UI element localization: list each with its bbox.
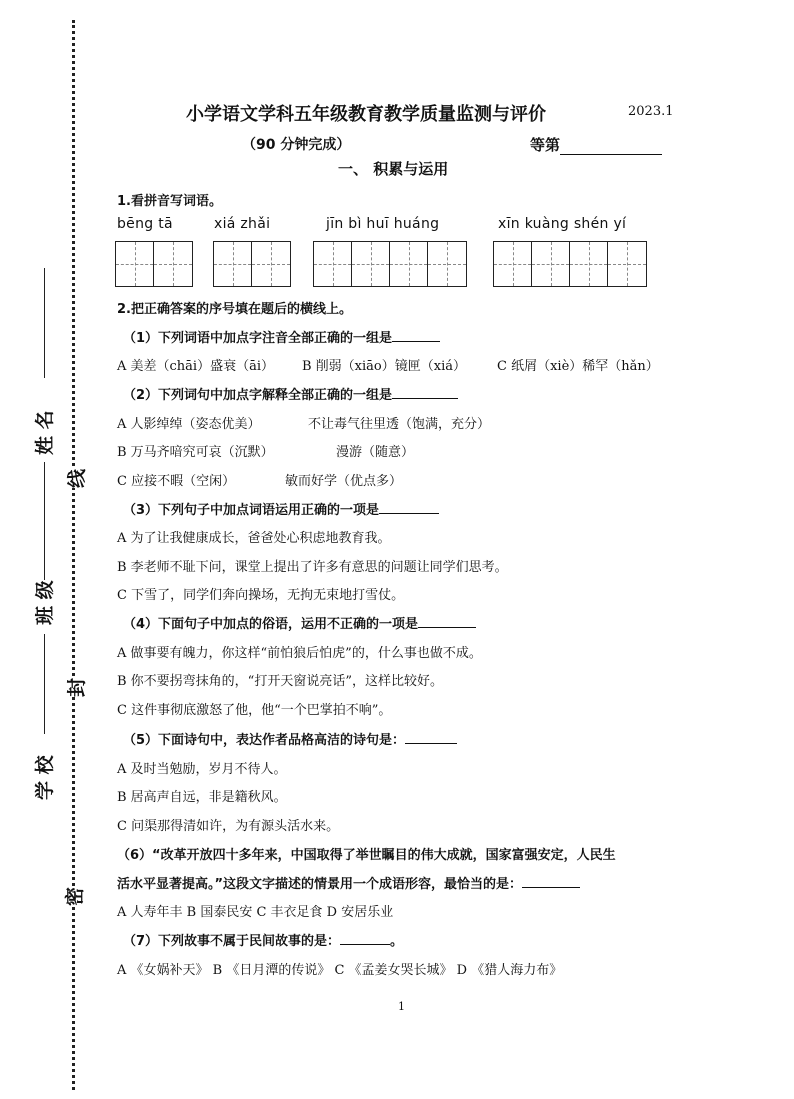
sub5-option-a: A 及时当勉励，岁月不待人。 bbox=[117, 762, 287, 777]
sub2-option-a2: 不让毒气往里透（饱满，充分） bbox=[308, 417, 491, 432]
grid-cell[interactable] bbox=[570, 242, 608, 286]
grid-cell[interactable] bbox=[154, 242, 192, 286]
sub-question-2 bbox=[123, 384, 458, 403]
sub-question-4-text: （4）下面句子中加点的俗语，运用不正确的一项是 bbox=[123, 617, 419, 632]
sub7-options: A 《女娲补天》 B 《日月潭的传说》 C 《孟姜女哭长城》 D 《猎人海力布》 bbox=[117, 963, 563, 978]
answer-blank-6[interactable] bbox=[522, 873, 580, 888]
grid-cell[interactable] bbox=[390, 242, 428, 286]
sub-question-3 bbox=[123, 499, 439, 518]
sub-question-6-line-1: （6）“改革开放四十多年来，中国取得了举世瞩目的伟大成就，国家富强安定，人民生 bbox=[117, 848, 616, 863]
school-blank-line bbox=[44, 634, 45, 734]
time-limit: （90 分钟完成） bbox=[242, 137, 351, 153]
pinyin-group-4: xīn kuàng shén yí bbox=[498, 216, 627, 232]
sub-question-1 bbox=[123, 327, 440, 346]
grid-cell[interactable] bbox=[428, 242, 466, 286]
grid-cell[interactable] bbox=[494, 242, 532, 286]
seal-mi-char: 密 bbox=[58, 887, 89, 906]
answer-blank-7[interactable] bbox=[340, 930, 390, 945]
exam-date: 2023.1 bbox=[628, 104, 674, 119]
page-title: 小学语文学科五年级教育教学质量监测与评价 bbox=[186, 104, 546, 125]
sub5-option-c: C 问渠那得清如许，为有源头活水来。 bbox=[117, 819, 340, 834]
answer-blank-4[interactable] bbox=[418, 613, 476, 628]
section-title: 一、 积累与运用 bbox=[338, 160, 449, 178]
question-1-prompt: 1.看拼音写词语。 bbox=[117, 194, 222, 209]
grade-field bbox=[530, 134, 662, 155]
sub4-option-c: C 这件事彻底激怒了他，他“一个巴掌拍不响”。 bbox=[117, 703, 392, 718]
name-blank-line bbox=[44, 268, 45, 378]
sub5-option-b: B 居高声自远，非是籍秋风。 bbox=[117, 790, 287, 805]
grid-cell[interactable] bbox=[608, 242, 646, 286]
sub-question-7 bbox=[123, 930, 403, 949]
class-label: 班 级 bbox=[34, 580, 56, 625]
sub1-option-b: B 削弱（xiāo）镜匣（xiá） bbox=[302, 359, 466, 374]
seal-line-char: 线 bbox=[60, 469, 91, 488]
grade-blank[interactable] bbox=[560, 138, 662, 155]
sub2-option-b1: B 万马齐喑究可哀（沉默） bbox=[117, 445, 274, 460]
sub-question-1-text: （1）下列词语中加点字注音全部正确的一组是 bbox=[123, 331, 393, 346]
seal-feng-char: 封 bbox=[60, 678, 91, 697]
sub-question-4 bbox=[123, 613, 476, 632]
sub-question-7-end: 。 bbox=[390, 934, 404, 949]
sub-question-2-text: （2）下列词句中加点字解释全部正确的一组是 bbox=[123, 388, 393, 403]
sub4-option-a: A 做事要有魄力，你这样“前怕狼后怕虎”的，什么事也做不成。 bbox=[117, 646, 482, 661]
answer-blank-5[interactable] bbox=[405, 729, 457, 744]
grid-cell[interactable] bbox=[532, 242, 570, 286]
writing-grid-4[interactable] bbox=[493, 241, 647, 287]
writing-grid-3[interactable] bbox=[313, 241, 467, 287]
sub3-option-b: B 李老师不耻下问，课堂上提出了许多有意思的问题让同学们思考。 bbox=[117, 560, 508, 575]
writing-grid-2[interactable] bbox=[213, 241, 291, 287]
sub1-option-a: A 美差（chāi）盛衰（āi） bbox=[117, 359, 274, 374]
sub2-option-b2: 漫游（随意） bbox=[336, 445, 415, 460]
grid-cell[interactable] bbox=[314, 242, 352, 286]
sub-question-5-text: （5）下面诗句中，表达作者品格高洁的诗句是： bbox=[123, 733, 406, 748]
sub-question-5 bbox=[123, 729, 457, 748]
sub-question-6-text: 活水平显著提高。”这段文字描述的情景用一个成语形容，最恰当的是： bbox=[117, 877, 523, 892]
sub3-option-c: C 下雪了，同学们奔向操场，无拘无束地打雪仗。 bbox=[117, 588, 405, 603]
school-label: 学 校 bbox=[34, 755, 56, 800]
sub-question-6-line-2 bbox=[117, 873, 580, 892]
page-number: 1 bbox=[398, 1000, 405, 1013]
pinyin-group-2: xiá zhǎi bbox=[214, 216, 271, 232]
grid-cell[interactable] bbox=[352, 242, 390, 286]
sub4-option-b: B 你不要拐弯抹角的，“打开天窗说亮话”，这样比较好。 bbox=[117, 674, 443, 689]
grid-cell[interactable] bbox=[214, 242, 252, 286]
sub-question-7-text: （7）下列故事不属于民间故事的是： bbox=[123, 934, 341, 949]
sub3-option-a: A 为了让我健康成长，爸爸处心积虑地教育我。 bbox=[117, 531, 391, 546]
name-label: 姓 名 bbox=[34, 410, 56, 455]
pinyin-group-3: jīn bì huī huáng bbox=[326, 216, 440, 232]
sub2-option-a1: A 人影绰绰（姿态优美） bbox=[117, 417, 261, 432]
sub6-options: A 人寿年丰 B 国泰民安 C 丰衣足食 D 安居乐业 bbox=[117, 905, 394, 920]
pinyin-group-1: bēng tā bbox=[117, 216, 173, 232]
answer-blank-2[interactable] bbox=[392, 384, 458, 399]
grid-cell[interactable] bbox=[116, 242, 154, 286]
writing-grid-1[interactable] bbox=[115, 241, 193, 287]
question-2-prompt: 2.把正确答案的序号填在题后的横线上。 bbox=[117, 302, 352, 317]
class-blank-line bbox=[44, 462, 45, 580]
sub1-option-c: C 纸屑（xiè）稀罕（hǎn） bbox=[497, 359, 659, 374]
sub2-option-c2: 敏而好学（优点多） bbox=[285, 474, 403, 489]
answer-blank-1[interactable] bbox=[392, 327, 440, 342]
sub-question-3-text: （3）下列句子中加点词语运用正确的一项是 bbox=[123, 503, 380, 518]
sub2-option-c1: C 应接不暇（空闲） bbox=[117, 474, 236, 489]
grade-label: 等第 bbox=[530, 136, 561, 154]
answer-blank-3[interactable] bbox=[379, 499, 439, 514]
grid-cell[interactable] bbox=[252, 242, 290, 286]
binding-dotted-line bbox=[72, 20, 75, 1090]
